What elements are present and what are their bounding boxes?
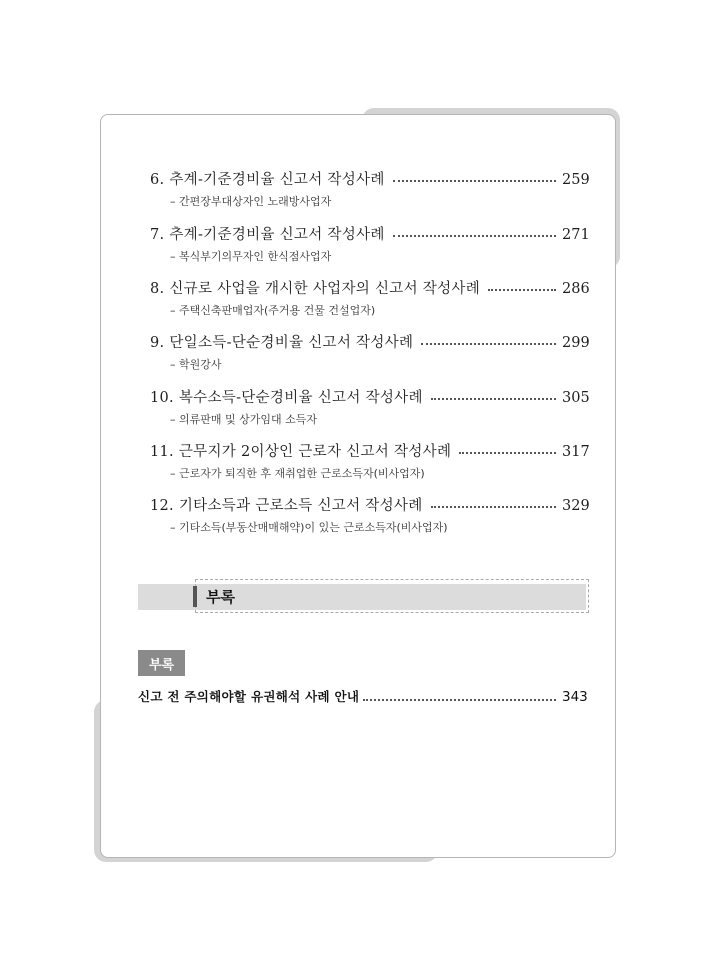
toc-entry[interactable]	[150, 494, 590, 535]
toc-entry-title: 12. 기타소득과 근로소득 신고서 작성사례	[150, 498, 423, 514]
toc-entry-title: 6. 추계-기준경비율 신고서 작성사례	[150, 172, 385, 188]
dot-leader	[488, 288, 556, 291]
toc-entry-page: 259	[562, 172, 590, 188]
toc-entry[interactable]	[150, 277, 590, 318]
appendix-tag: 부록	[138, 650, 185, 676]
appendix-entry-title: 신고 전 주의해야할 유권해석 사례 안내	[138, 689, 360, 704]
toc-entry-page: 317	[562, 444, 590, 460]
toc-entry[interactable]	[150, 223, 590, 264]
toc-entry-page: 329	[562, 498, 590, 514]
toc-entry[interactable]	[150, 168, 590, 209]
toc-entry-page: 286	[562, 281, 590, 297]
toc-entry[interactable]	[150, 386, 590, 427]
appendix-entry-page: 343	[562, 689, 588, 705]
toc-entry-title: 7. 추계-기준경비율 신고서 작성사례	[150, 227, 385, 243]
toc-entry-subtitle: – 의류판매 및 상가임대 소득자	[170, 413, 317, 426]
toc-entry-subtitle: – 복식부기의무자인 한식점사업자	[170, 250, 332, 263]
section-header-marker	[193, 586, 197, 607]
toc-entry[interactable]	[150, 440, 590, 481]
toc-entry-title: 8. 신규로 사업을 개시한 사업자의 신고서 작성사례	[150, 281, 481, 297]
toc-entry-subtitle: – 주택신축판매업자(주거용 건물 건설업자)	[170, 304, 376, 317]
dot-leader	[363, 698, 556, 701]
appendix-entry[interactable]	[138, 687, 586, 709]
dot-leader	[393, 234, 556, 237]
section-header-frame	[195, 579, 589, 613]
toc-entry-page: 299	[562, 335, 590, 351]
dot-leader	[431, 505, 556, 508]
toc-entry-subtitle: – 간편장부대상자인 노래방사업자	[170, 195, 332, 208]
dot-leader	[431, 397, 556, 400]
toc-entry-subtitle: – 기타소득(부동산매매해약)이 있는 근로소득자(비사업자)	[170, 521, 448, 534]
toc-entry-title: 10. 복수소득-단순경비율 신고서 작성사례	[150, 390, 423, 406]
toc-entry-subtitle: – 근로자가 퇴직한 후 재취업한 근로소득자(비사업자)	[170, 467, 425, 480]
toc-entry-title: 11. 근무지가 2이상인 근로자 신고서 작성사례	[150, 444, 452, 460]
dot-leader	[459, 451, 556, 454]
dot-leader	[421, 342, 556, 345]
toc-entry-page: 305	[562, 390, 590, 406]
toc-entry-page: 271	[562, 227, 590, 243]
toc-entry[interactable]	[150, 331, 590, 372]
toc-entry-title: 9. 단일소득-단순경비율 신고서 작성사례	[150, 335, 414, 351]
dot-leader	[393, 179, 556, 182]
toc-entry-subtitle: – 학원강사	[170, 358, 222, 371]
section-header-title: 부록	[206, 588, 235, 606]
